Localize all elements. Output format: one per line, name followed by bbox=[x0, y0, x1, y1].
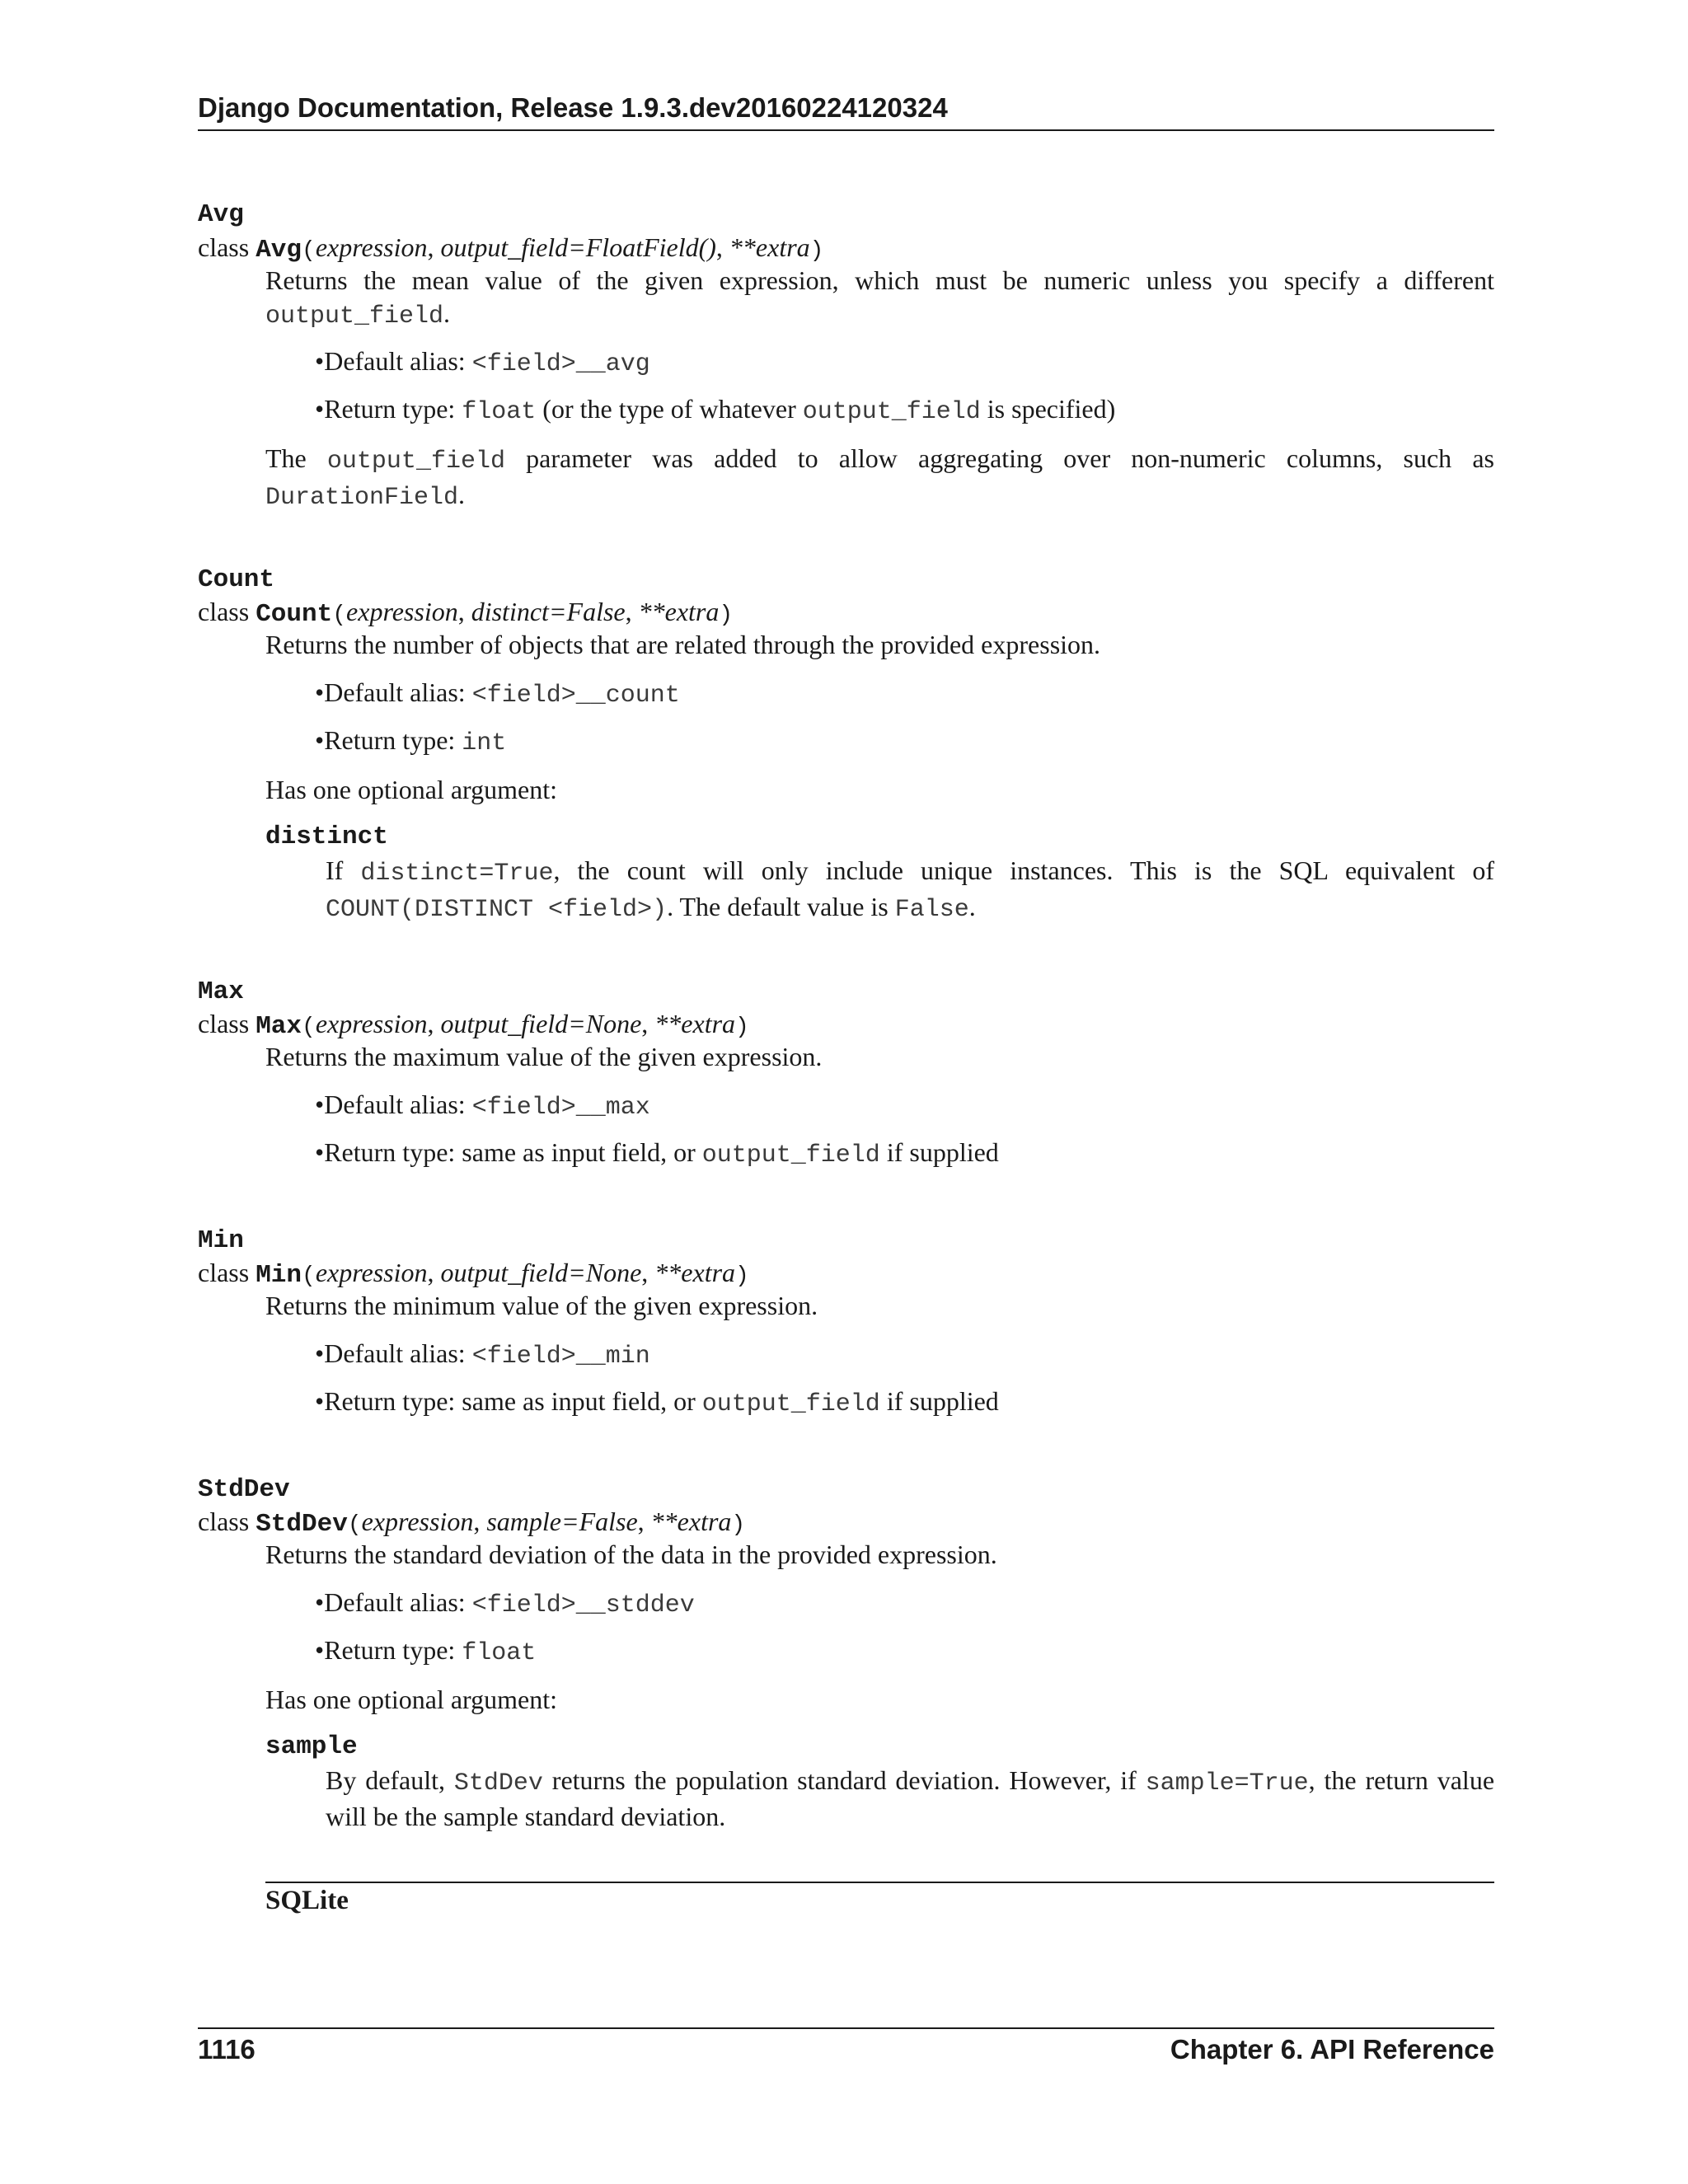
param-output-field: output_field=FloatField() bbox=[440, 232, 716, 262]
page-number: 1116 bbox=[198, 2034, 256, 2064]
count-signature: class Count(expression, distinct=False, **extra) bbox=[198, 597, 734, 629]
max-return-type: •Return type: same as input field, or output_field if supplied bbox=[315, 1137, 999, 1169]
stddev-return-type: •Return type: float bbox=[315, 1635, 537, 1667]
stddev-signature: class StdDev(expression, sample=False, **extra) bbox=[198, 1507, 746, 1539]
stddev-section-title: StdDev bbox=[198, 1475, 290, 1504]
class-name: StdDev bbox=[256, 1510, 348, 1539]
class-name: Count bbox=[256, 600, 333, 629]
min-description: Returns the minimum value of the given expression. bbox=[265, 1291, 818, 1320]
chapter-title: Chapter 6. API Reference bbox=[1170, 2034, 1494, 2064]
avg-signature: class Avg(expression, output_field=FloatField(), **extra) bbox=[198, 232, 824, 265]
max-default-alias: •Default alias: <field>__max bbox=[315, 1090, 650, 1122]
param-extra: **extra bbox=[729, 232, 810, 262]
inline-code: output_field bbox=[265, 302, 444, 330]
stddev-optional-label: Has one optional argument: bbox=[265, 1685, 557, 1714]
note-rule bbox=[265, 1882, 1494, 1883]
max-signature: class Max(expression, output_field=None, **extra) bbox=[198, 1009, 749, 1041]
avg-description: Returns the mean value of the given expression, which must be numeric unless you specify a different output_field. bbox=[265, 265, 1494, 330]
class-name: Max bbox=[256, 1012, 302, 1041]
class-keyword: class bbox=[198, 232, 250, 262]
avg-version-note: The output_field parameter was added to allow aggregating over non-numeric columns, such as DurationField. bbox=[265, 443, 1495, 512]
count-arg-description: If distinct=True, the count will only include unique instances. This is the SQL equivalent of COUNT(DISTINCT <field>). The default value is False. bbox=[326, 855, 1495, 924]
header-rule bbox=[198, 129, 1494, 131]
max-description: Returns the maximum value of the given expression. bbox=[265, 1042, 823, 1071]
count-arg-distinct: distinct bbox=[265, 823, 388, 851]
sig-close-paren: ) bbox=[809, 238, 824, 264]
param-expression: expression bbox=[315, 232, 428, 262]
class-name: Min bbox=[256, 1261, 302, 1290]
count-default-alias: •Default alias: <field>__count bbox=[315, 677, 680, 710]
footer-rule bbox=[198, 2027, 1494, 2029]
note-title-sqlite: SQLite bbox=[265, 1886, 349, 1915]
avg-return-type: •Return type: float (or the type of whatever output_field is specified) bbox=[315, 394, 1116, 426]
min-section-title: Min bbox=[198, 1226, 244, 1255]
max-section-title: Max bbox=[198, 977, 244, 1006]
stddev-arg-description: By default, StdDev returns the population standard deviation. However, if sample=True, the return value will be the sample standard deviation. bbox=[326, 1765, 1495, 1831]
stddev-description: Returns the standard deviation of the data in the provided expression. bbox=[265, 1540, 997, 1569]
stddev-default-alias: •Default alias: <field>__stddev bbox=[315, 1587, 695, 1619]
count-optional-label: Has one optional argument: bbox=[265, 775, 557, 804]
avg-default-alias: •Default alias: <field>__avg bbox=[315, 346, 650, 378]
count-description: Returns the number of objects that are related through the provided expression. bbox=[265, 630, 1101, 659]
min-signature: class Min(expression, output_field=None, **extra) bbox=[198, 1258, 749, 1290]
running-header-title: Django Documentation, Release 1.9.3.dev20160224120324 bbox=[198, 92, 948, 123]
sig-open-paren: ( bbox=[302, 238, 316, 264]
count-return-type: •Return type: int bbox=[315, 725, 507, 757]
min-default-alias: •Default alias: <field>__min bbox=[315, 1338, 650, 1371]
stddev-arg-sample: sample bbox=[265, 1732, 358, 1761]
class-keyword: class bbox=[198, 597, 250, 626]
min-return-type: •Return type: same as input field, or output_field if supplied bbox=[315, 1386, 999, 1418]
count-section-title: Count bbox=[198, 565, 275, 594]
class-name: Avg bbox=[256, 236, 302, 265]
avg-section-title: Avg bbox=[198, 200, 244, 229]
